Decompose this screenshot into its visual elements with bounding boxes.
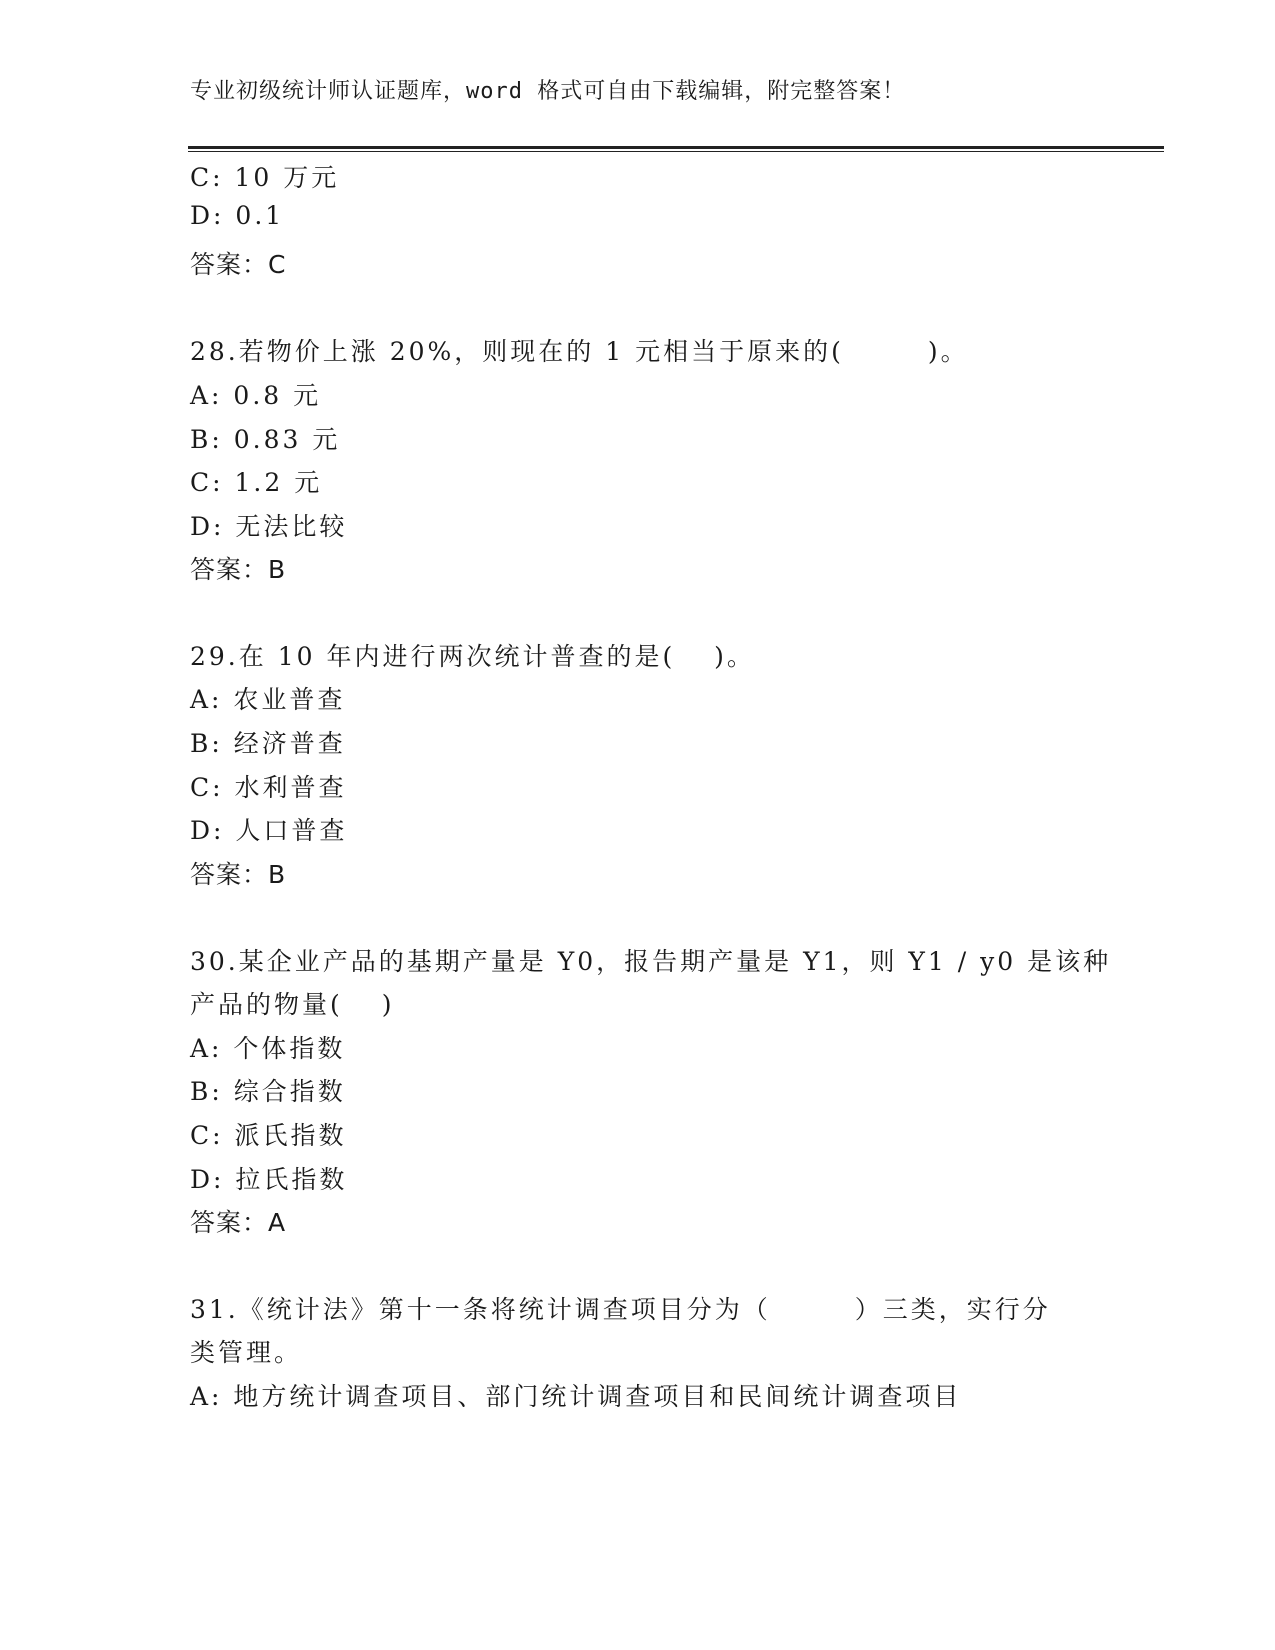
- answer: 答案：A: [190, 1208, 287, 1237]
- answer: 答案：B: [190, 860, 287, 889]
- option-c: C: 10 万元: [190, 163, 340, 192]
- option-a: A: 0.8 元: [190, 381, 322, 410]
- page-header: 专业初级统计师认证题库，word 格式可自由下载编辑，附完整答案！: [190, 79, 906, 104]
- header-rule: [188, 146, 1164, 149]
- question-30: 30.某企业产品的基期产量是 Y0，报告期产量是 Y1，则 Y1 / y0 是该种: [190, 947, 1112, 976]
- option-a: A: 农业普查: [190, 685, 346, 714]
- answer: 答案：B: [190, 555, 287, 584]
- option-d: D: 拉氏指数: [190, 1165, 348, 1194]
- option-d: D: 无法比较: [190, 512, 348, 541]
- option-b: B: 0.83 元: [190, 425, 341, 454]
- option-a: A: 地方统计调查项目、部门统计调查项目和民间统计调查项目: [190, 1382, 962, 1411]
- option-b: B: 经济普查: [190, 729, 346, 758]
- option-c: C: 1.2 元: [190, 468, 323, 497]
- option-d: D: 0.1: [190, 201, 285, 230]
- question-28: 28.若物价上涨 20%，则现在的 1 元相当于原来的( )。: [190, 337, 969, 366]
- option-c: C: 水利普查: [190, 773, 347, 802]
- question-31-cont: 类管理。: [190, 1338, 303, 1367]
- option-c: C: 派氏指数: [190, 1121, 347, 1150]
- question-31: 31.《统计法》第十一条将统计调查项目分为（ ）三类，实行分: [190, 1295, 1051, 1324]
- header-rule-thin: [188, 151, 1164, 152]
- option-d: D: 人口普查: [190, 816, 348, 845]
- option-a: A: 个体指数: [190, 1034, 346, 1063]
- question-30-cont: 产品的物量( ): [190, 990, 395, 1019]
- answer: 答案：C: [190, 250, 287, 279]
- option-b: B: 综合指数: [190, 1077, 346, 1106]
- question-29: 29.在 10 年内进行两次统计普查的是( )。: [190, 642, 755, 671]
